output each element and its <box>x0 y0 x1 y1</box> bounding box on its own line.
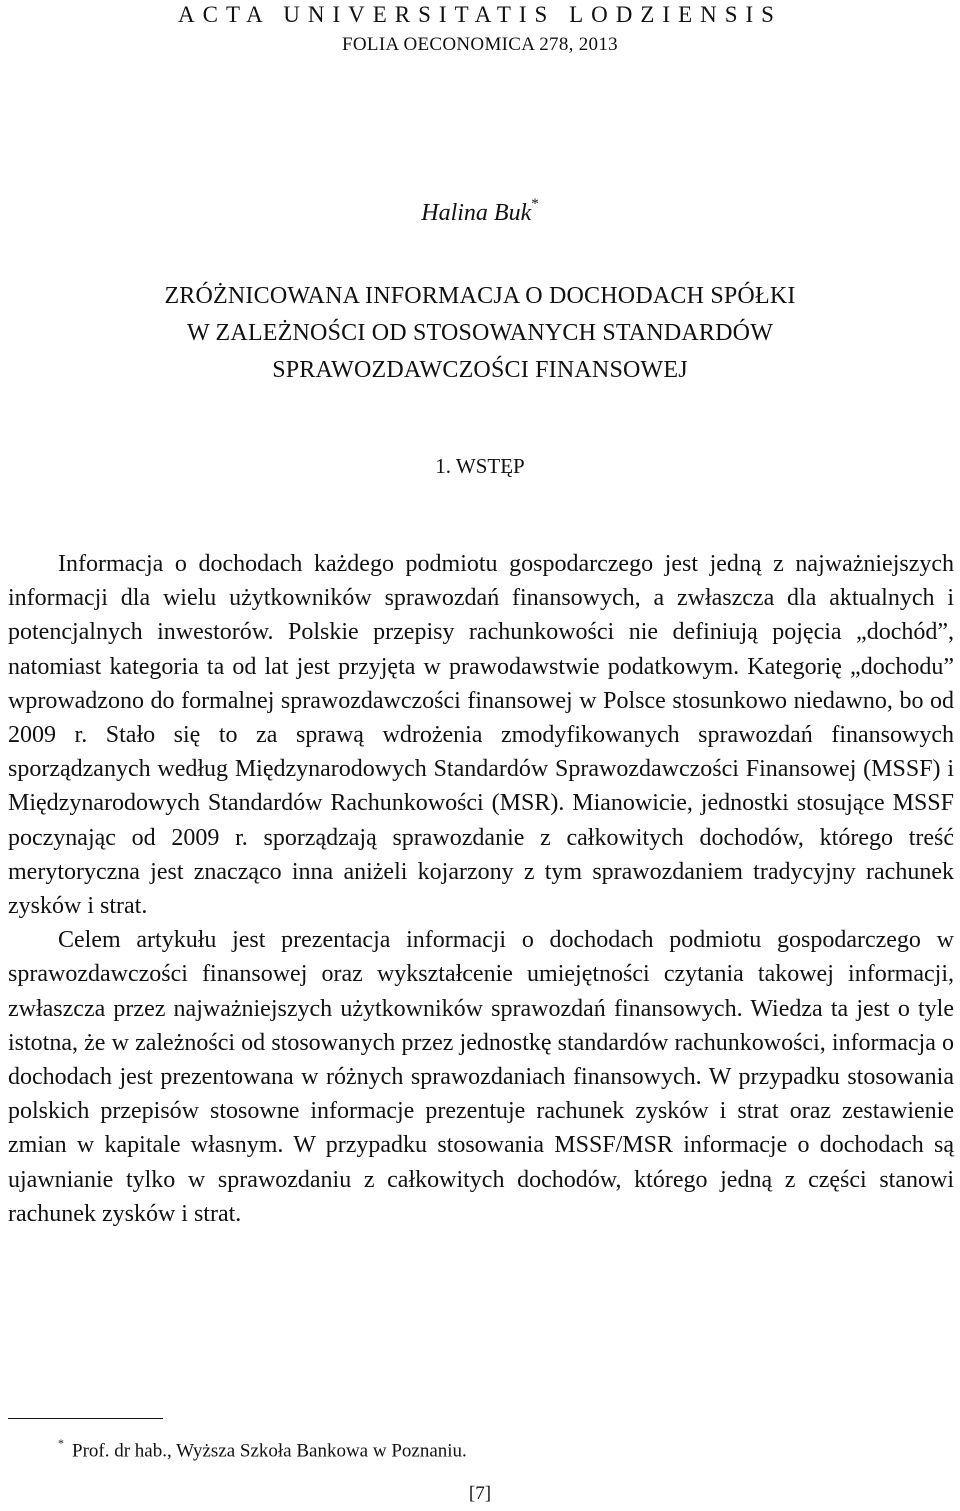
article-title <box>0 278 960 389</box>
title-line: W ZALEŻNOŚCI OD STOSOWANYCH STANDARDÓW <box>186 320 774 346</box>
footnote-text: Prof. dr hab., Wyższa Szkoła Bankowa w Poznaniu. <box>72 1440 467 1462</box>
author-name: Halina Buk <box>421 200 532 226</box>
journal-name: ACTA UNIVERSITATIS LODZIENSIS <box>178 2 782 27</box>
paragraph: Celem artykułu jest prezentacja informacji o dochodach podmiotu gospodarczego w sprawozdawczości finansowej oraz wykształcenie umiejętności czytania takowej informacji, zwłaszcza przez najważniejszych użytkowników sprawozdań finansowych. Wiedza ta jest o tyle istotna, że w zależności od stosowanych przez jednostkę standardów rachunkowości, informacja o dochodach jest prezentowana w różnych sprawozdaniach finansowych. W przypadku stosowania polskich przepisów stosowne informacje prezentuje rachunek zysków i strat oraz zestawienie zmian w kapitale własnym. W przypadku stosowania MSSF/MSR informacje o dochodach są ujawnianie tylko w sprawozdaniu z całkowitych dochodów, którego jedną z części stanowi rachunek zysków i strat. <box>8 927 954 1227</box>
journal-issue: FOLIA OECONOMICA 278, 2013 <box>342 34 618 55</box>
footnote <box>58 1434 467 1462</box>
article-body <box>8 547 954 1231</box>
author-footnote-marker: * <box>531 196 539 212</box>
section-heading: 1. WSTĘP <box>435 454 525 478</box>
author <box>0 192 960 228</box>
footnote-marker: * <box>58 1436 64 1450</box>
page-number: [7] <box>468 1483 492 1504</box>
title-line: ZRÓŻNICOWANA INFORMACJA O DOCHODACH SPÓŁKI <box>164 283 796 309</box>
paragraph: Informacja o dochodach każdego podmiotu gospodarczego jest jedną z najważniejszych informacji dla wielu użytkowników sprawozdań finansowych, a zwłaszcza dla aktualnych i potencjalnych inwestorów. Polskie przepisy rachunkowości nie definiują pojęcia „dochód”, natomiast kategoria ta od lat jest przyjęta w prawodawstwie podatkowym. Kategorię „dochodu” wprowadzono do formalnej sprawozdawczości finansowej w Polsce stosunkowo niedawno, bo od 2009 r. Stało się to za sprawą wdrożenia zmodyfikowanych sprawozdań finansowych sporządzanych według Międzynarodowych Standardów Sprawozdawczości Finansowej (MSSF) i Międzynarodowych Standardów Rachunkowości (MSR). Mianowicie, jednostki stosujące MSSF poczynając od 2009 r. sporządzają sprawozdanie z całkowitych dochodów, którego treść merytoryczna jest znacząco inna aniżeli kojarzony z tym sprawozdaniem tradycyjny rachunek zysków i strat. <box>8 551 954 920</box>
footnote-divider <box>8 1418 163 1419</box>
title-line: SPRAWOZDAWCZOŚCI FINANSOWEJ <box>272 357 688 383</box>
